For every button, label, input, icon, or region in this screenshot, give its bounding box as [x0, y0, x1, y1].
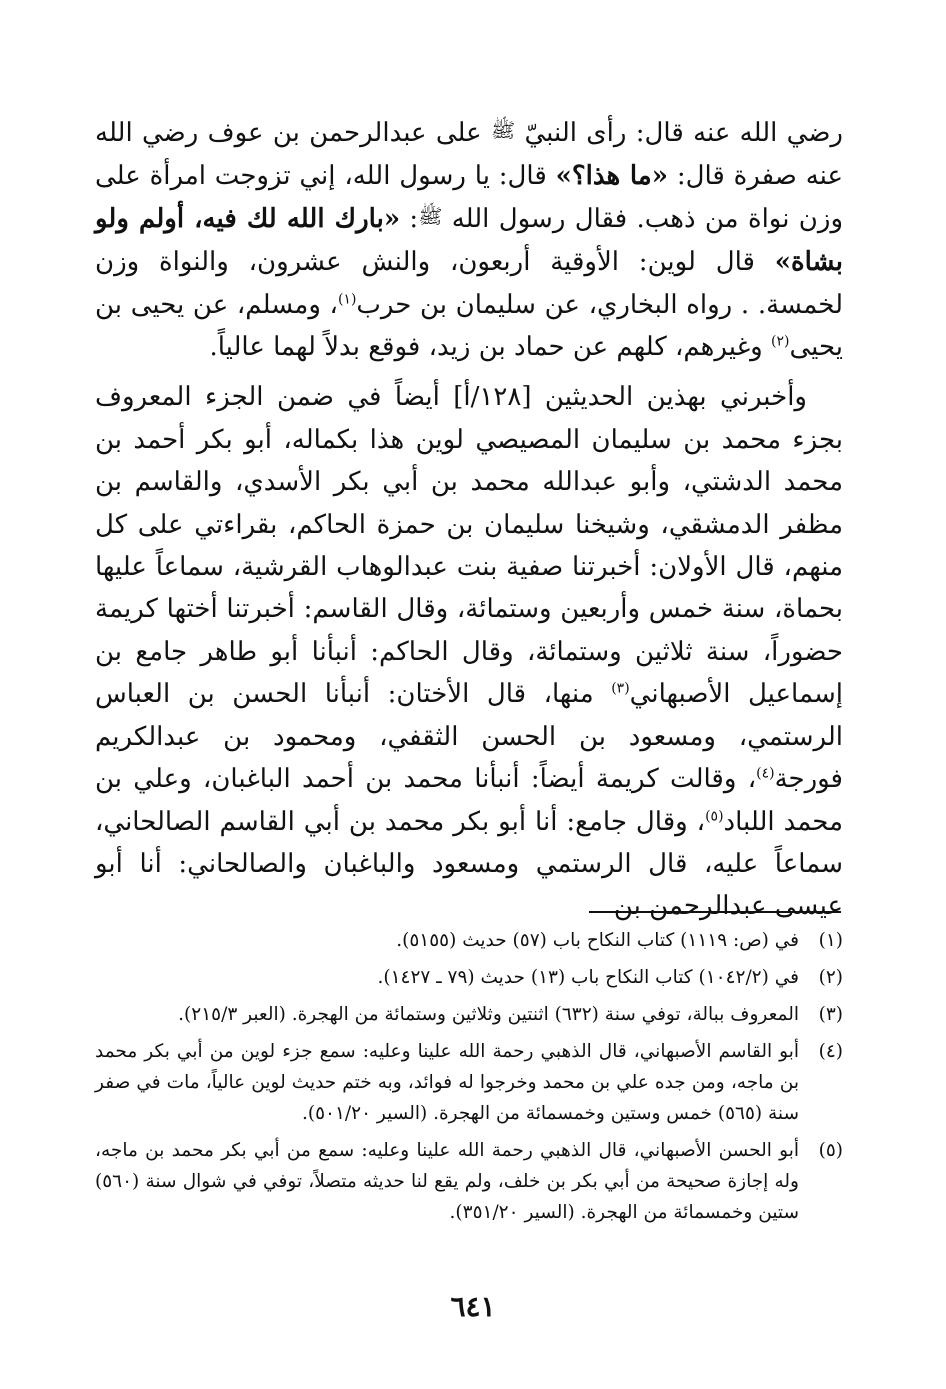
footnote-number: (٣): [818, 1004, 843, 1025]
footnote-ref-1[interactable]: (١): [337, 290, 357, 307]
text-segment: ، وقالت كريمة أيضاً: أنبأنا محمد بن أحمد الباغبان، وعلي بن محمد اللباد: [95, 764, 843, 837]
page-number: ٦٤١: [450, 1290, 496, 1323]
paragraph-2: [95, 376, 843, 927]
footnote-number: (٤): [818, 1041, 843, 1062]
text-segment: وأخبرني بهذين الحديثين [١٢٨/أ] أيضاً في ضمن الجزء المعروف بجزء محمد بن سليمان المصيصي لوين هذا بكماله، أبو بكر أحمد بن محمد الدشتي، وأبو عبدالله محمد بن أبي بكر الأسدي، والقاسم بن مظفر الدمشقي، وشيخنا سليمان بن حمزة الحاكم، بقراءتي على كل منهم، قال الأولان: أخبرتنا صفية بنت عبدالوهاب القرشية، سماعاً عليها بحماة، سنة خمس وأربعين وستمائة، وقال القاسم: أخبرتنا أختها كريمة حضوراً، سنة ثلاثين وستمائة، وقال الحاكم: أنبأنا أبو طاهر جامع بن إسماعيل الأصبهاني: [95, 382, 843, 710]
hadith-quote: «بارك الله لك فيه، أولم ولو بشاة»: [95, 203, 843, 278]
text-segment: قال: يا رسول الله، إني تزوجت امرأة على وزن نواة من ذهب. فقال رسول الله: [95, 161, 844, 234]
footnotes: [95, 925, 843, 1234]
footnote-separator: [589, 911, 841, 913]
text-segment: ، ومسلم، عن يحيى بن يحيى: [95, 289, 843, 363]
footnote-ref-2[interactable]: (٢): [770, 333, 790, 350]
footnote-1: [95, 925, 843, 956]
footnote-5: [95, 1135, 843, 1228]
footnote-ref-4[interactable]: (٤): [756, 765, 775, 782]
footnote-text: أبو القاسم الأصبهاني، قال الذهبي رحمة الله علينا وعليه: سمع جزء لوين من أبي بكر محمد بن ماجه، ومن جده علي بن محمد وخرجوا له فوائد، وبه ختم حديث لوين عالياً، مات في صفر سنة (٥٦٥) خمس وستين وخمسمائة من الهجرة. (السير ٥٠١/٢٠).: [95, 1041, 799, 1124]
footnote-ref-3[interactable]: (٣): [611, 680, 630, 697]
body-text: [95, 112, 843, 928]
text-segment: وغيرهم، كلهم عن حماد بن زيد، فوقع بدلاً لهما عالياً.: [209, 332, 771, 363]
footnote-4: [95, 1036, 843, 1129]
footnote-text: في (ص: ١١١٩) كتاب النكاح باب (٥٧) حديث (٥١٥٥).: [396, 930, 799, 951]
text-segment: قال لوين: الأوقية أربعون، والنش عشرون، والنواة وزن لخمسة. . رواه البخاري، عن سليمان بن حرب: [95, 247, 843, 320]
text-segment: على عبدالرحمن بن عوف رضي الله عنه صفرة قال:: [95, 118, 843, 192]
text-segment: :: [400, 203, 419, 234]
footnote-text: في (١٠٤٢/٢) كتاب النكاح باب (١٣) حديث (٧٩ ـ ١٤٢٧).: [377, 967, 799, 988]
footnote-2: [95, 962, 843, 993]
footnote-text: أبو الحسن الأصبهاني، قال الذهبي رحمة الله علينا وعليه: سمع من أبي بكر محمد بن ماجه، وله إجازة صحيحة من أبي بكر بن خلف، ولم يقع لنا حديثه متصلاً، توفي في شوال سنة (٥٦٠) ستين وخمسمائة من الهجرة. (السير ٣٥١/٢٠).: [95, 1140, 799, 1223]
text-segment: رضي الله عنه قال: رأى النبيّ: [515, 118, 843, 148]
footnote-3: [95, 999, 843, 1030]
footnote-number: (٥): [818, 1140, 843, 1161]
main-text: [95, 112, 843, 928]
footnote-text: المعروف ببالة، توفي سنة (٦٣٢) اثنتين وثلاثين وستمائة من الهجرة. (العبر ٢١٥/٣).: [178, 1004, 799, 1025]
salawat-symbol: ﷺ: [491, 118, 516, 142]
salawat-symbol: ﷺ: [418, 203, 443, 228]
footnote-ref-5[interactable]: (٥): [705, 807, 724, 824]
footnote-number: (٢): [818, 967, 843, 988]
text-segment: ، وقال جامع: أنا أبو بكر محمد بن أبي القاسم الصالحاني، سماعاً عليه، قال الرستمي ومسعود والباغبان والصالحاني: أنا أبو عيسى عبدالرحمن بن: [95, 806, 843, 922]
hadith-quote: «ما هذا؟»: [555, 161, 668, 192]
paragraph-1: [95, 112, 843, 368]
text-segment: منها، قال الأختان: أنبأنا الحسن بن العباس الرستمي، ومسعود بن الحسن الثقفي، ومحمود بن عبدالكريم فورجة: [95, 679, 843, 795]
footnote-number: (١): [818, 930, 843, 951]
